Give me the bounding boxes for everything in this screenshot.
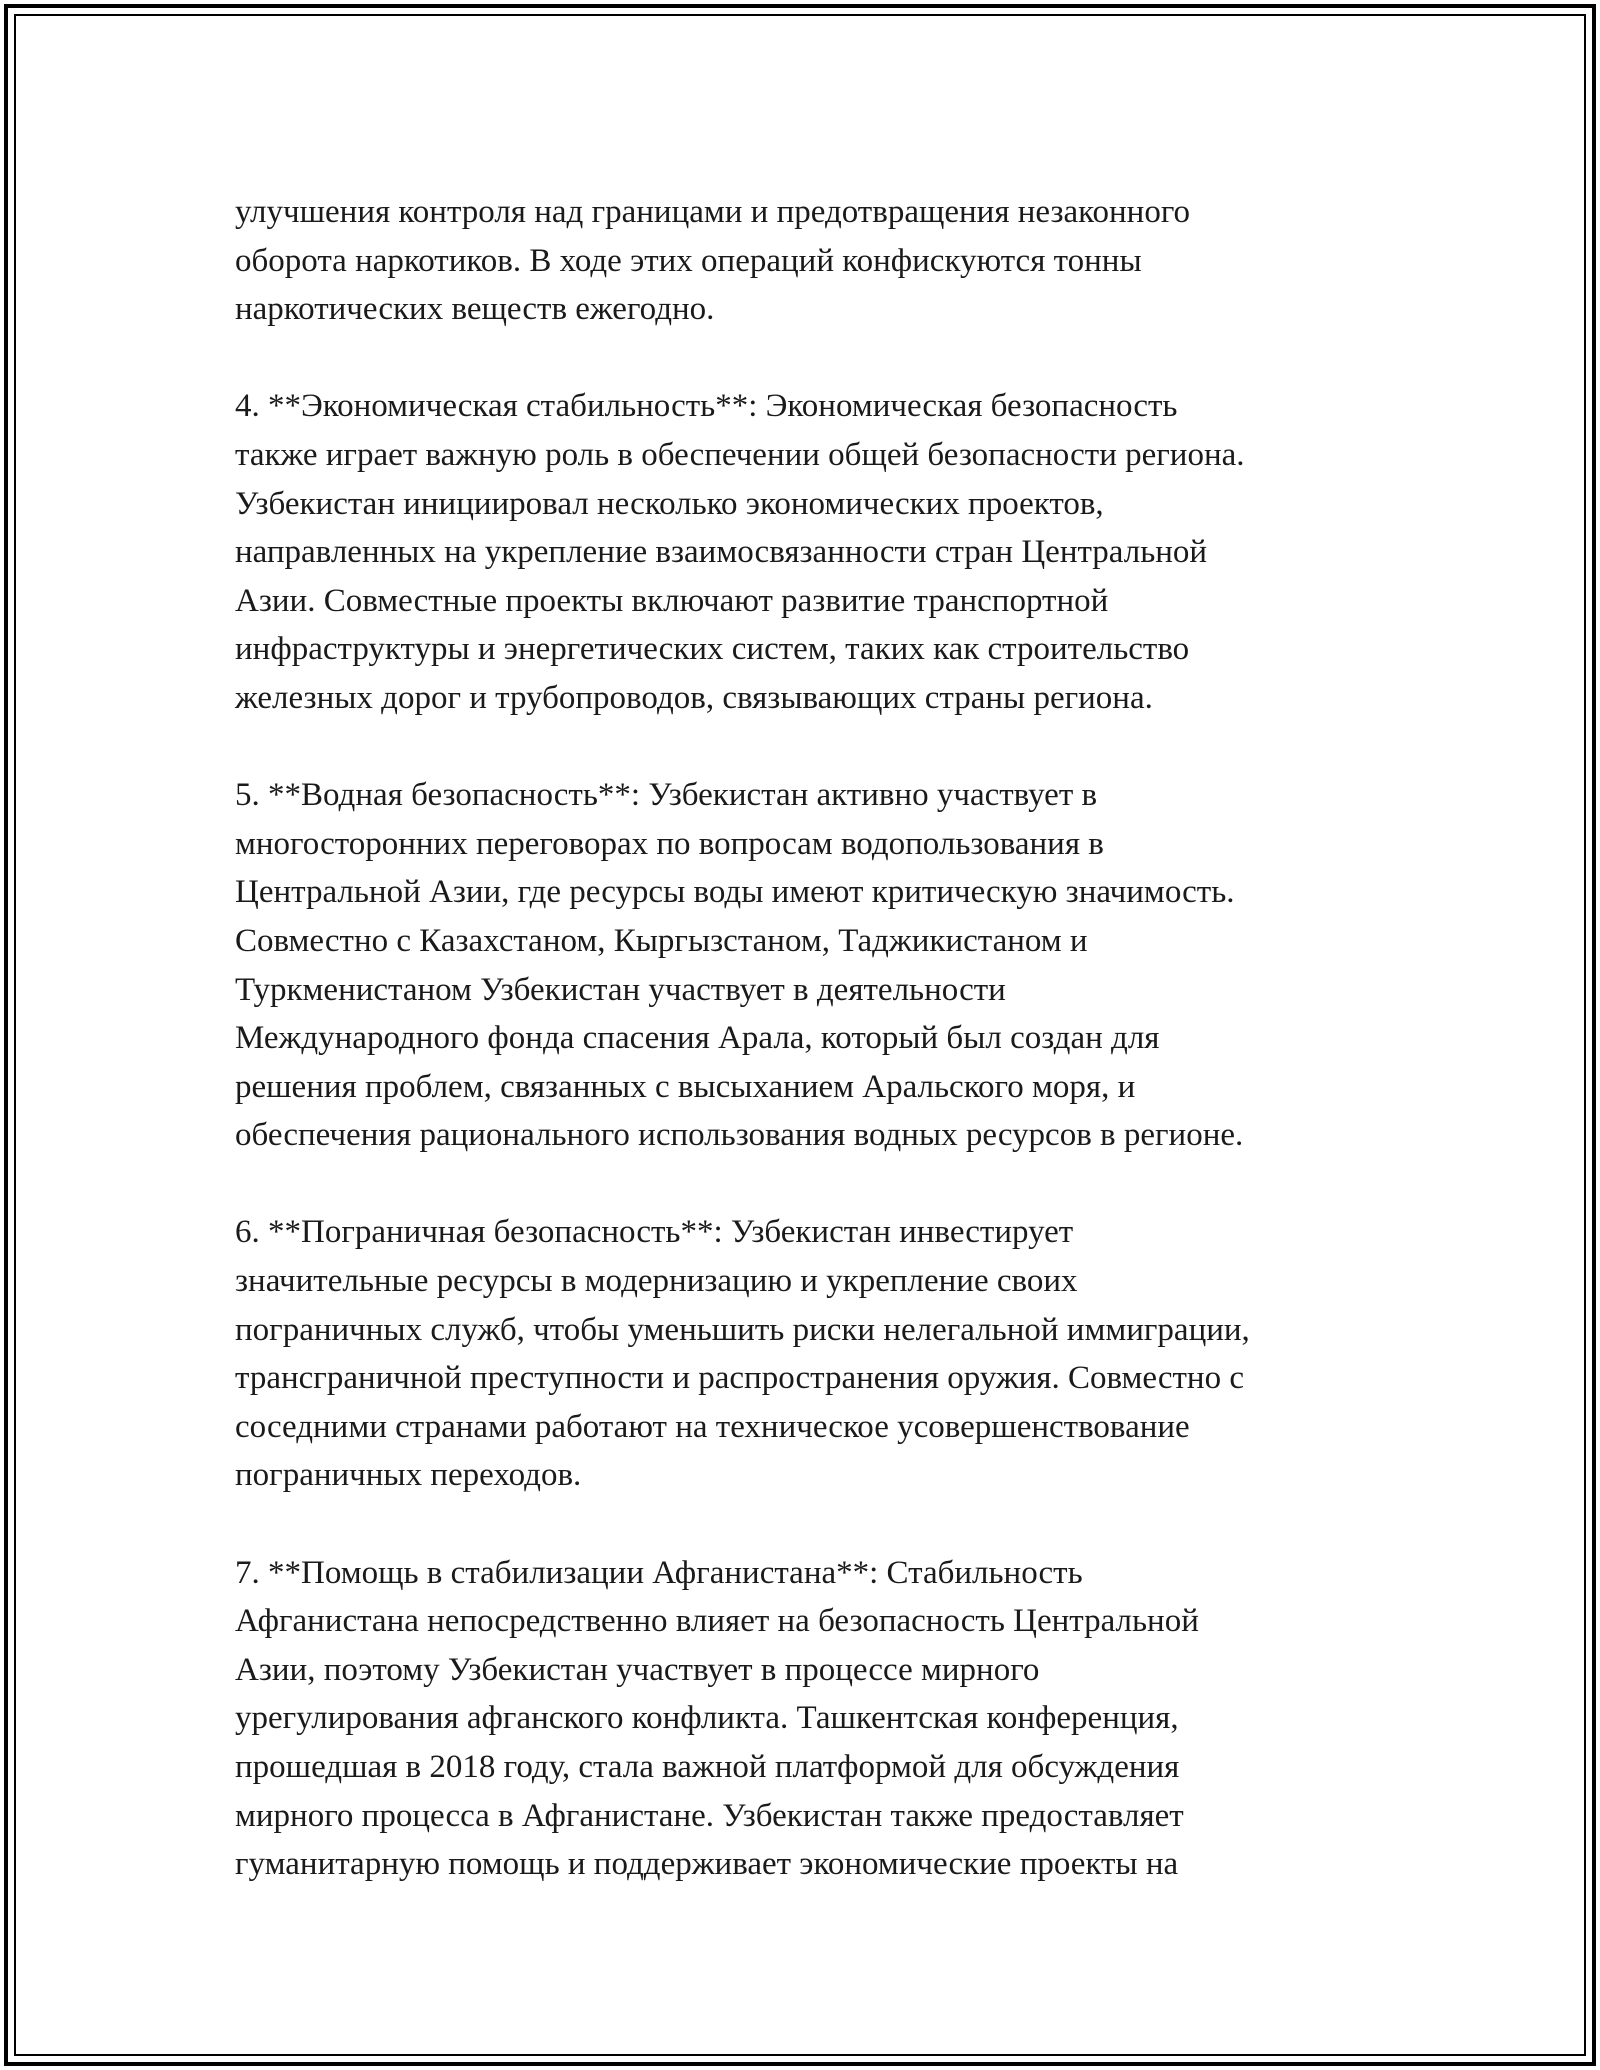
text-line: соседними странами работают на техническое усовершенствование — [235, 1408, 1190, 1445]
paragraph-spacer — [235, 1500, 1395, 1549]
text-line: обеспечения рационального использования водных ресурсов в регионе. — [235, 1117, 1244, 1154]
paragraph-border-control-continuation — [235, 188, 1395, 334]
text-line: Центральной Азии, где ресурсы воды имеют критическую значимость. — [235, 874, 1235, 911]
document-body — [235, 188, 1395, 1889]
text-line: Узбекистан инициировал несколько экономических проектов, — [235, 485, 1104, 522]
paragraph-spacer — [235, 334, 1395, 383]
text-line: железных дорог и трубопроводов, связывающих страны региона. — [235, 679, 1153, 716]
text-line: мирного процесса в Афганистане. Узбекистан также предоставляет — [235, 1797, 1184, 1834]
text-line: Международного фонда спасения Арала, который был создан для — [235, 1020, 1160, 1057]
text-line: урегулирования афганского конфликта. Ташкентская конференция, — [235, 1700, 1179, 1737]
text-line: значительные ресурсы в модернизацию и укрепление своих — [235, 1263, 1078, 1300]
paragraph-water-security — [235, 771, 1395, 1160]
text-line: Афганистана непосредственно влияет на безопасность Центральной — [235, 1603, 1199, 1640]
text-line: Туркменистаном Узбекистан участвует в деятельности — [235, 971, 1006, 1008]
text-line: прошедшая в 2018 году, стала важной платформой для обсуждения — [235, 1749, 1180, 1785]
text-line: 4. **Экономическая стабильность**: Экономическая безопасность — [235, 388, 1178, 425]
paragraph-economic-stability — [235, 382, 1395, 722]
text-line: направленных на укрепление взаимосвязанности стран Центральной — [235, 534, 1208, 571]
text-line: также играет важную роль в обеспечении общей безопасности региона. — [235, 436, 1245, 473]
paragraph-spacer — [235, 723, 1395, 772]
paragraph-border-security — [235, 1208, 1395, 1500]
text-line: пограничных переходов. — [235, 1457, 582, 1494]
text-line: 6. **Пограничная безопасность**: Узбекистан инвестирует — [235, 1214, 1074, 1251]
text-line: решения проблем, связанных с высыханием Аральского моря, и — [235, 1068, 1136, 1105]
text-line: улучшения контроля над границами и предотвращения незаконного — [235, 194, 1191, 230]
text-line: гуманитарную помощь и поддерживает экономические проекты на — [235, 1846, 1179, 1883]
text-line: трансграничной преступности и распространения оружия. Совместно с — [235, 1360, 1244, 1397]
paragraph-spacer — [235, 1160, 1395, 1209]
text-line: наркотических веществ ежегодно. — [235, 291, 715, 328]
text-line: многосторонних переговорах по вопросам водопользования в — [235, 825, 1104, 862]
text-line: 5. **Водная безопасность**: Узбекистан активно участвует в — [235, 777, 1098, 814]
paragraph-afghanistan-stabilization — [235, 1549, 1395, 1889]
text-line: пограничных служб, чтобы уменьшить риски нелегальной иммиграции, — [235, 1311, 1250, 1348]
text-line: Азии, поэтому Узбекистан участвует в процессе мирного — [235, 1651, 1040, 1688]
text-line: инфраструктуры и энергетических систем, таких как строительство — [235, 631, 1190, 668]
text-line: оборота наркотиков. В ходе этих операций конфискуются тонны — [235, 242, 1142, 279]
text-line: Совместно с Казахстаном, Кыргызстаном, Таджикистаном и — [235, 922, 1088, 959]
text-line: Азии. Совместные проекты включают развитие транспортной — [235, 582, 1109, 619]
text-line: 7. **Помощь в стабилизации Афганистана**: Стабильность — [235, 1554, 1083, 1591]
